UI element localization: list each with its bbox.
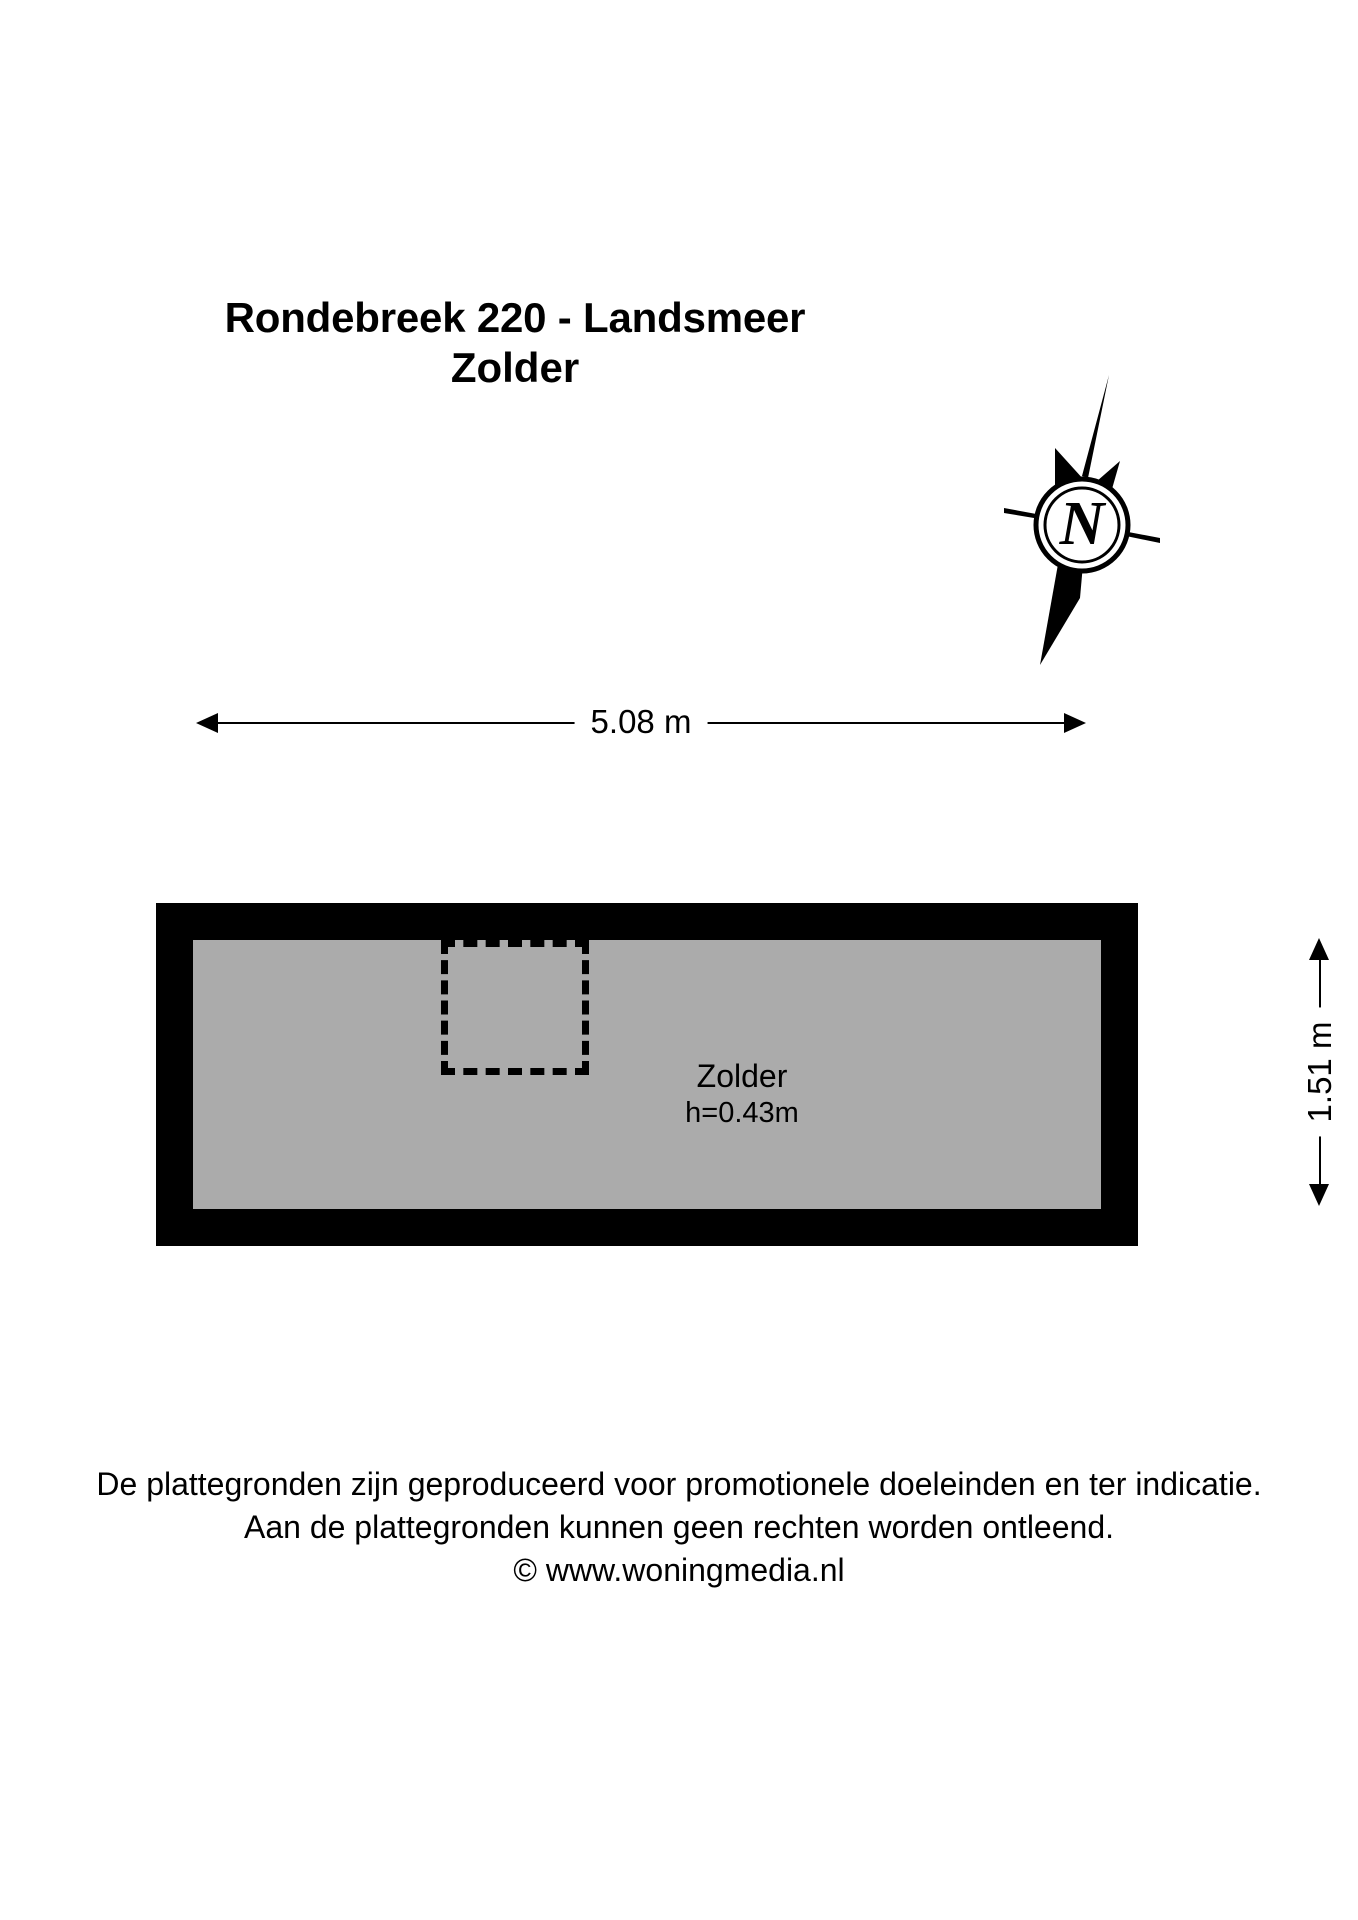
compass-rose-north-icon [992, 368, 1172, 668]
title-block [0, 296, 1030, 391]
height-dimension-label: 1.51 m [1298, 1008, 1342, 1137]
arrow-right-icon [1064, 713, 1086, 733]
disclaimer-line-2: Aan de plattegronden kunnen geen rechten worden ontleend. [243, 1509, 1114, 1546]
room-height-label: h=0.43m [685, 1097, 799, 1130]
width-dimension-label: 5.08 m [575, 697, 708, 747]
footer-disclaimer [0, 1463, 1358, 1593]
room-zolder [193, 940, 1101, 1209]
disclaimer-line-1: De plattegronden zijn geproduceerd voor promotionele doeleinden en ter indicatie. [96, 1466, 1262, 1502]
floorplan-outline [156, 903, 1138, 1246]
page-subtitle: Zolder [450, 344, 580, 392]
width-dimension [196, 697, 1086, 749]
room-label-group [617, 1057, 867, 1131]
compass-north-label: N [1059, 490, 1105, 558]
hatch-opening [441, 940, 589, 1075]
arrow-up-icon [1309, 938, 1329, 960]
room-name-label: Zolder [696, 1058, 788, 1094]
arrow-left-icon [196, 713, 218, 733]
page-title: Rondebreek 220 - Landsmeer [224, 294, 806, 341]
height-dimension [1296, 938, 1344, 1206]
arrow-down-icon [1309, 1184, 1329, 1206]
copyright-line: © www.woningmedia.nl [513, 1552, 845, 1589]
